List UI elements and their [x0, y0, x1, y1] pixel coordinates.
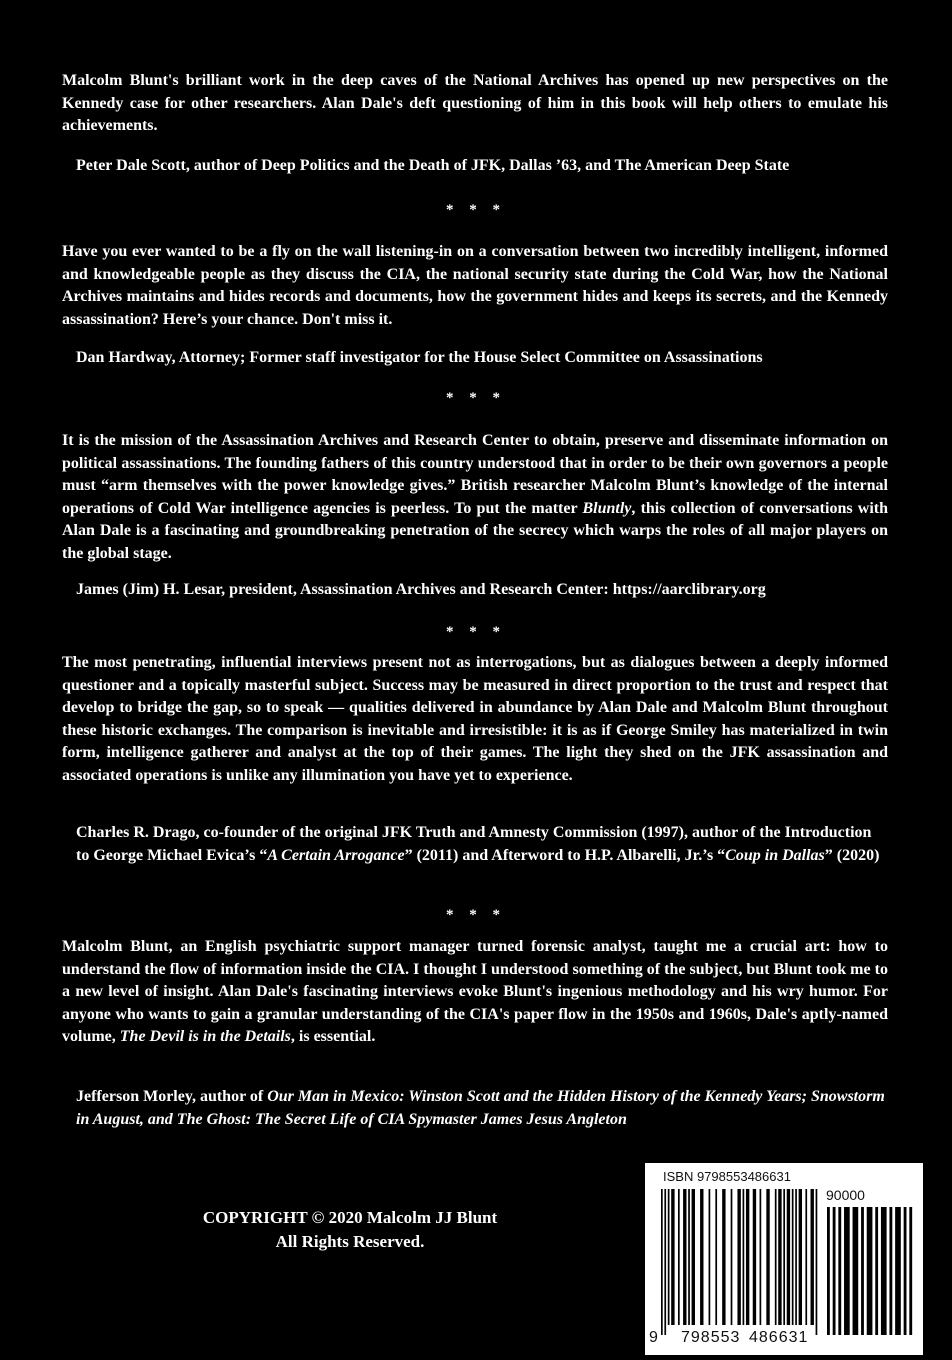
drago-attr-part2: ” (2011) and Afterword to H.P. Albarelli, Jr.’s “	[404, 846, 726, 864]
barcode-bar	[715, 1189, 717, 1325]
barcode-bar	[909, 1207, 912, 1335]
barcode-bar	[668, 1189, 670, 1325]
barcode-bar	[709, 1189, 711, 1325]
barcode-bar	[778, 1189, 781, 1325]
barcode-digit-first: 9	[649, 1329, 659, 1346]
barcode-bar	[753, 1189, 756, 1325]
separator: * * *	[446, 202, 506, 218]
blurb-morley-attribution	[76, 1086, 886, 1131]
copyright-line: COPYRIGHT © 2020 Malcolm JJ Blunt	[202, 1208, 498, 1227]
separator: * * *	[446, 907, 506, 923]
barcode-bar	[805, 1189, 807, 1325]
barcode-bar	[895, 1207, 901, 1335]
price-code: 90000	[826, 1187, 865, 1203]
blurb-hardway-text: Have you ever wanted to be a fly on the wall listening-in on a conversation between two incredibly intelligent, informed and knowledgeable people as they discuss the CIA, the national security state during the Cold War, how the National Archives maintains and hides records and documents, how the government hides and keeps its secrets, and the Kennedy assassination? Here’s your chance. Don't miss it.	[62, 243, 888, 328]
barcode-bar	[731, 1189, 733, 1325]
barcode-bar	[760, 1189, 762, 1325]
blurb-drago-text: The most penetrating, influential interviews present not as interrogations, but as dialogues between a deeply informed questioner and a topically masterful subject. Success may be measured in direct proportion to the trust and respect that develop to bridge the gap, so to speak — qualities delivered in abundance by Alan Dale and Malcolm Blunt throughout these historic exchanges. The comparison is inevitable and irresistible: it is as if George Smiley has materialized in twin form, intelligence gatherer and analyst at the top of their games. The light they shed on the JFK assassination and associated operations is unlike any illumination you have yet to experience.	[62, 654, 888, 784]
barcode-bar	[678, 1189, 680, 1325]
morley-attr-italic: Our Man in Mexico: Winston Scott and the Hidden History of the Kennedy Years; Snowstorm in August, and The Ghost: The Secret Life of CIA Spymaster James Jesus Angleton	[76, 1088, 885, 1128]
isbn-barcode	[645, 1163, 923, 1355]
blurb-scott-attribution: Peter Dale Scott, author of Deep Politics and the Death of JFK, Dallas ’63, and The American Deep State	[76, 157, 790, 174]
isbn-label: ISBN 9798553486631	[663, 1169, 791, 1184]
barcode-bar	[787, 1189, 790, 1325]
barcode-bar	[861, 1207, 864, 1335]
barcode-bar	[692, 1189, 695, 1325]
morley-attr-part1: Jefferson Morley, author of	[76, 1088, 268, 1105]
barcode-bar	[792, 1189, 794, 1325]
barcode-bar	[688, 1189, 690, 1325]
drago-attr-italic1: A Certain Arrogance	[267, 846, 405, 864]
barcode-bar	[853, 1207, 859, 1335]
blurb-lesar-text-part2: , this collection of conversations with Alan Dale is a fascinating and groundbreaking penetration of the secrecy which warps the roles of all major players on the global stage.	[62, 499, 888, 562]
blurb-morley-italic: The Devil is in the Details	[119, 1028, 291, 1045]
blurb-morley-part1: Malcolm Blunt, an English psychiatric support manager turned forensic analyst, taught me a crucial art: how to understand the flow of information inside the CIA. I thought I understood something of the subject, but Blunt took me to a new level of insight. Alan Dale's fascinating interviews evoke Blunt's ingenious methodology and his wry humor. For anyone who wants to gain a granular understanding of the CIA's paper flow in the 1950s and 1960s, Dale's aptly-named volume,	[62, 938, 888, 1045]
blurb-morley-text	[62, 936, 888, 1049]
barcode-bar	[683, 1189, 686, 1325]
barcode-bar	[743, 1189, 745, 1325]
separator: * * *	[446, 390, 506, 406]
blurb-lesar-attribution: James (Jim) H. Lesar, president, Assassination Archives and Research Center: https://aarclibrary.org	[76, 581, 766, 598]
barcode-bar	[775, 1189, 777, 1325]
barcode-bar	[904, 1207, 907, 1335]
barcode-bar	[875, 1207, 878, 1335]
barcode-bar	[737, 1189, 740, 1325]
addon-barcode-bars	[827, 1207, 915, 1335]
barcode-bar	[722, 1189, 725, 1325]
barcode-bar	[664, 1189, 666, 1335]
barcode-bar	[661, 1189, 663, 1335]
blurb-lesar-text	[62, 430, 888, 565]
barcode-bar	[746, 1189, 749, 1325]
blurb-hardway-attribution: Dan Hardway, Attorney; Former staff investigator for the House Select Committee on Assassinations	[76, 349, 763, 366]
barcode-bar	[671, 1189, 674, 1325]
copyright-notice	[150, 1206, 550, 1254]
blurb-lesar-italic: Bluntly	[582, 499, 632, 517]
barcode-digits-left: 798553	[681, 1329, 741, 1346]
barcode-bar	[766, 1189, 769, 1325]
blurb-lesar-text-part1: It is the mission of the Assassination Archives and Research Center to obtain, preserve and disseminate information on political assassinations. The founding fathers of this country understood that in order to be their own governors a people must “arm themselves with the power knowledge gives.” British researcher Malcolm Blunt’s knowledge of the internal operations of Cold War intelligence agencies is peerless. To put the matter	[62, 432, 888, 517]
barcode-bar	[881, 1207, 887, 1335]
barcode-bar	[700, 1189, 703, 1325]
separator: * * *	[446, 624, 506, 640]
barcode-bar	[799, 1189, 802, 1325]
blurb-drago-attribution	[76, 822, 886, 867]
barcode-bar	[783, 1189, 785, 1325]
barcode-digits-right: 486631	[749, 1329, 809, 1346]
barcode-bar	[795, 1189, 797, 1325]
drago-attr-part3: ” (2020)	[824, 846, 880, 864]
blurb-scott-text: Malcolm Blunt's brilliant work in the deep caves of the National Archives has opened up new perspectives on the Kennedy case for other researchers. Alan Dale's deft questioning of him in this book will help others to emulate his achievements.	[62, 72, 888, 134]
drago-attr-italic2: Coup in Dallas	[725, 846, 825, 864]
barcode-bar	[816, 1189, 818, 1335]
blurb-morley-part2: , is essential.	[290, 1028, 376, 1045]
rights-line: All Rights Reserved.	[275, 1232, 425, 1251]
ean-barcode-bars	[661, 1189, 819, 1335]
drago-attr-part1: Charles R. Drago, co-founder of the original JFK Truth and Amnesty Commission (1997), author of the Introduction to George Michael Evica’s “	[76, 824, 872, 864]
barcode-bar	[833, 1207, 836, 1335]
barcode-bar	[827, 1207, 830, 1335]
barcode-bar	[844, 1207, 850, 1335]
barcode-bar	[811, 1189, 814, 1325]
barcode-bar	[838, 1207, 841, 1335]
barcode-bar	[867, 1207, 873, 1335]
barcode-bar	[889, 1207, 892, 1335]
